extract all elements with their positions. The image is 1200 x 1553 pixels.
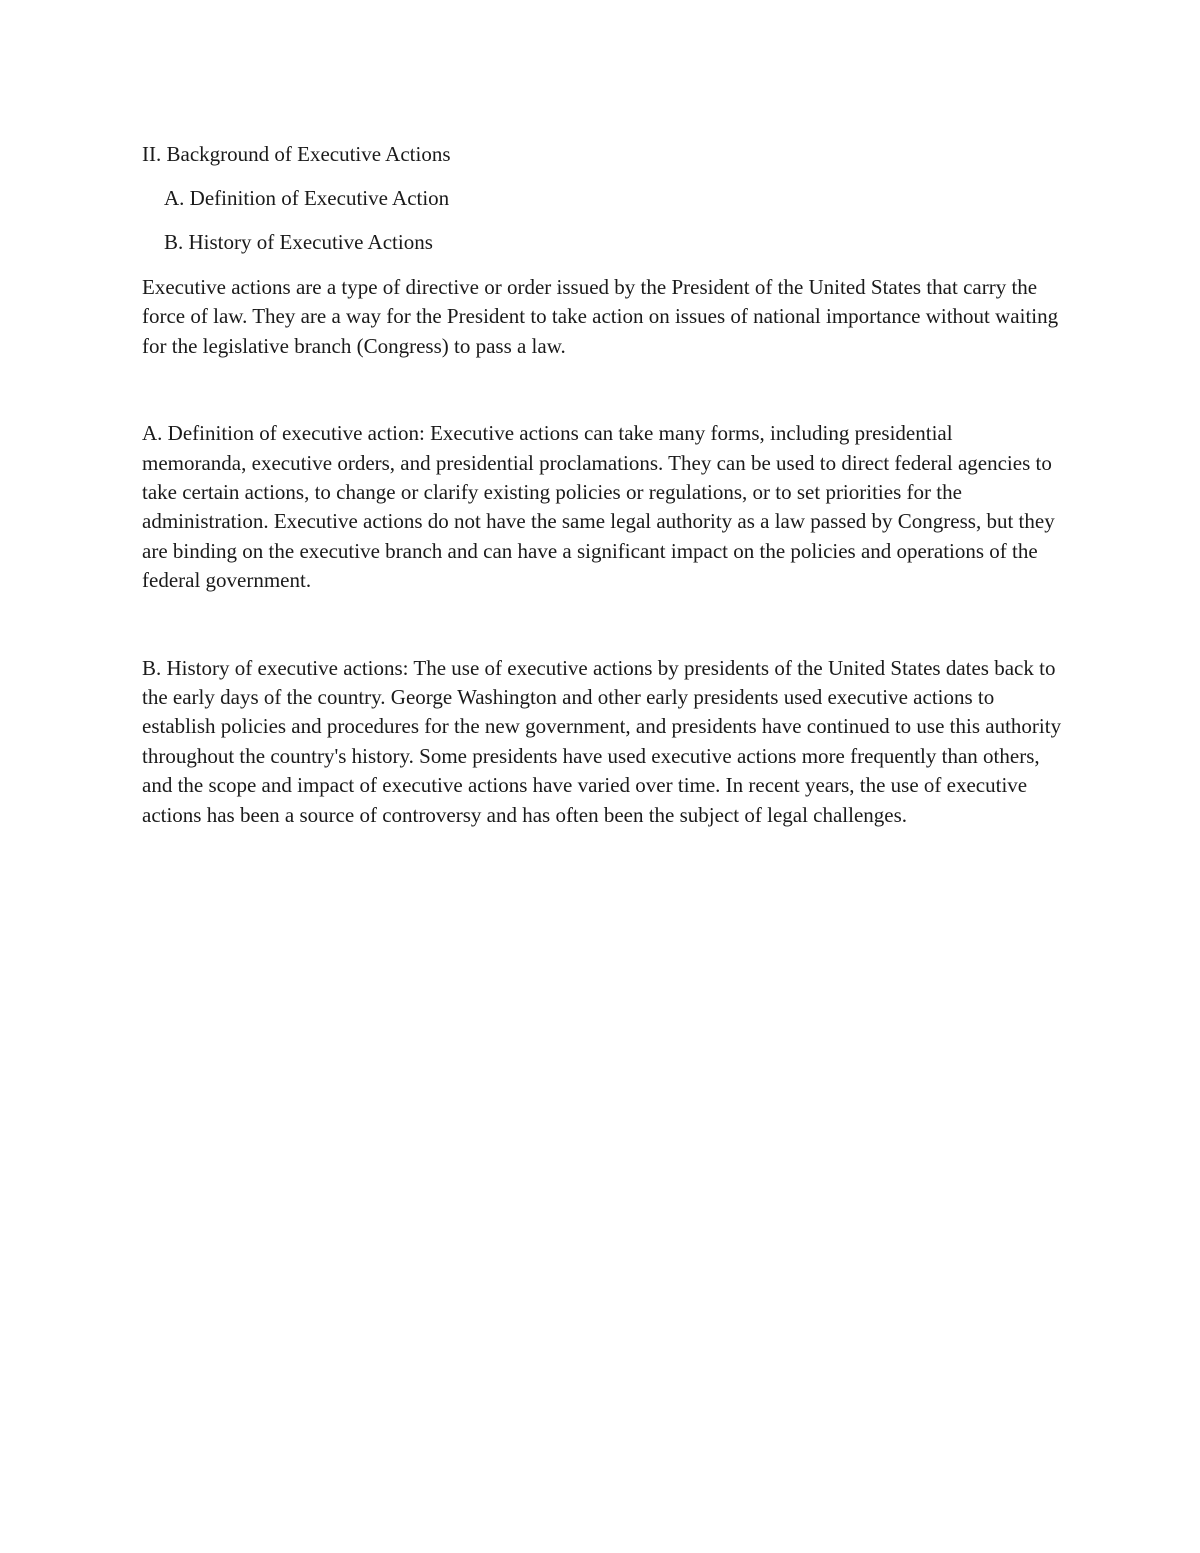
- outline-item-definition: A. Definition of Executive Action: [164, 186, 450, 210]
- intro-paragraph: Executive actions are a type of directive or order issued by the President of the United States that carry the force of law. They are a way for the President to take action on issues of national importance without waiting for the legislative branch (Congress) to pass a law.: [142, 275, 1059, 358]
- outline-item-history: B. History of Executive Actions: [164, 230, 433, 254]
- section-heading: II. Background of Executive Actions: [142, 142, 451, 166]
- document-body: [142, 140, 1062, 830]
- history-paragraph: B. History of executive actions: The use of executive actions by presidents of the United States dates back to the early days of the country. George Washington and other early presidents used executive actions to establish policies and procedures for the new government, and presidents have continued to use this authority throughout the country's history. Some presidents have used executive actions more frequently than others, and the scope and impact of executive actions have varied over time. In recent years, the use of executive actions has been a source of controversy and has often been the subject of legal challenges.: [142, 655, 1062, 827]
- definition-paragraph: A. Definition of executive action: Executive actions can take many forms, including presidential memoranda, executive orders, and presidential proclamations. They can be used to direct federal agencies to take certain actions, to change or clarify existing policies or regulations, or to set priorities for the administration. Executive actions do not have the same legal authority as a law passed by Congress, but they are binding on the executive branch and can have a significant impact on the policies and operations of the federal government.: [142, 421, 1055, 593]
